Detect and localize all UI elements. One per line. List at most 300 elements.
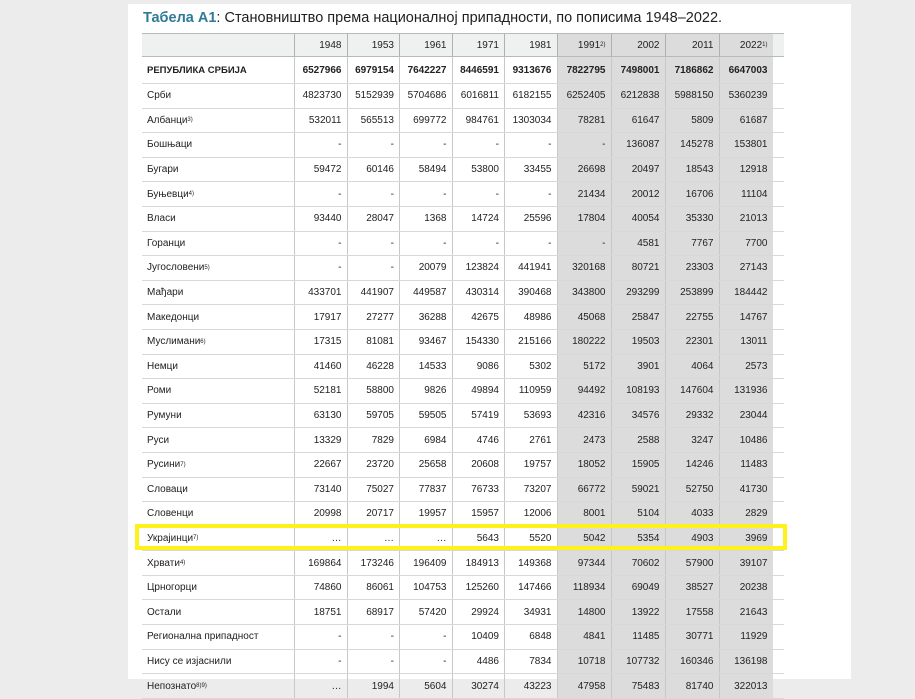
table-header-row (142, 33, 784, 57)
table-cell: 7700 (719, 232, 773, 256)
table-cell: 41460 (294, 355, 347, 379)
table-cell: 68917 (347, 600, 400, 624)
table-cell: 21643 (719, 600, 773, 624)
table-cell: 19757 (504, 453, 557, 477)
row-label: Русини 7) (147, 459, 186, 471)
table-cell: 2473 (557, 428, 611, 452)
table-cell: 15957 (452, 502, 505, 526)
table-row (142, 207, 784, 232)
row-label (142, 281, 294, 305)
row-label (142, 428, 294, 452)
table-cell: … (294, 527, 347, 551)
table-cell: 11483 (719, 453, 773, 477)
table-cell: 73140 (294, 478, 347, 502)
table-cell: 9086 (452, 355, 505, 379)
row-label (142, 478, 294, 502)
table-cell: 19957 (399, 502, 452, 526)
table-cell: 97344 (557, 551, 611, 575)
table-cell: 7186862 (665, 57, 719, 83)
row-label (142, 207, 294, 231)
table-cell: 42675 (452, 305, 505, 329)
header-year-text: 1971 (476, 39, 499, 51)
table-cell: 14800 (557, 600, 611, 624)
table-cell: 93440 (294, 207, 347, 231)
table-cell: 2588 (611, 428, 665, 452)
table-cell: 7498001 (611, 57, 665, 83)
table-cell: 14767 (719, 305, 773, 329)
table-cell: 10486 (719, 428, 773, 452)
table-row (142, 109, 784, 134)
table-cell: 78281 (557, 109, 611, 133)
table-cell: 77837 (399, 478, 452, 502)
table-cell: 253899 (665, 281, 719, 305)
table-cell: 35330 (665, 207, 719, 231)
row-label-text: Украјинци (147, 532, 194, 544)
table-cell: 6848 (504, 625, 557, 649)
table-cell: 49894 (452, 379, 505, 403)
header-year-1971 (452, 34, 505, 56)
table-cell: 147604 (665, 379, 719, 403)
table-row (142, 674, 784, 699)
table-row (142, 330, 784, 355)
table-cell: 48986 (504, 305, 557, 329)
table-cell: 12006 (504, 502, 557, 526)
table-cell: 11104 (719, 182, 773, 206)
table-cell: 34576 (611, 404, 665, 428)
row-label-text: Албанци (147, 114, 188, 126)
header-year-1991: 1991 2) (557, 34, 611, 56)
table-cell: 5520 (504, 527, 557, 551)
table-cell: 6979154 (347, 57, 400, 83)
table-cell: 441907 (347, 281, 400, 305)
table-cell: - (557, 232, 611, 256)
table-row (142, 576, 784, 601)
table-cell: 30771 (665, 625, 719, 649)
table-cell: 1303034 (504, 109, 557, 133)
table-cell: 215166 (504, 330, 557, 354)
table-cell: 53693 (504, 404, 557, 428)
table-cell: 22755 (665, 305, 719, 329)
table-cell: 57419 (452, 404, 505, 428)
table-cell: - (347, 256, 400, 280)
table-cell: 18751 (294, 600, 347, 624)
table-cell: 2829 (719, 502, 773, 526)
table-cell: 2761 (504, 428, 557, 452)
table-cell: - (347, 625, 400, 649)
table-cell: - (399, 650, 452, 674)
table-cell: 29924 (452, 600, 505, 624)
row-label (142, 158, 294, 182)
table-cell: 10718 (557, 650, 611, 674)
header-year-text: 1991 (577, 39, 601, 51)
table-cell: 34931 (504, 600, 557, 624)
row-label: Непознато 8)9) (147, 680, 207, 692)
table-cell: 70602 (611, 551, 665, 575)
row-label: Југословени 5) (147, 262, 210, 274)
header-year-text: 1953 (371, 39, 394, 51)
table-cell: 5704686 (399, 84, 452, 108)
table-cell: 21013 (719, 207, 773, 231)
row-label (142, 57, 294, 83)
row-label-text: Руси (147, 434, 170, 446)
table-cell: 42316 (557, 404, 611, 428)
table-cell: 58800 (347, 379, 400, 403)
table-cell: 6016811 (452, 84, 505, 108)
table-cell: 1368 (399, 207, 452, 231)
header-year-text: 2002 (637, 39, 660, 51)
table-cell: 94492 (557, 379, 611, 403)
header-year-1961 (399, 34, 452, 56)
table-cell: - (452, 133, 505, 157)
table-cell: 984761 (452, 109, 505, 133)
table-cell: 30274 (452, 674, 505, 698)
table-cell: 5152939 (347, 84, 400, 108)
row-label (142, 404, 294, 428)
table-cell: 25847 (611, 305, 665, 329)
table-cell: 125260 (452, 576, 505, 600)
table-title-text: : Становништво према националној припадности, по пописима 1948–2022. (216, 10, 723, 26)
table-cell: 104753 (399, 576, 452, 600)
table-cell: 565513 (347, 109, 400, 133)
row-label (142, 625, 294, 649)
table-cell: 27277 (347, 305, 400, 329)
table-cell: 7829 (347, 428, 400, 452)
table-row (142, 379, 784, 404)
table-cell: 430314 (452, 281, 505, 305)
header-year-text: 2022 (739, 39, 763, 51)
table-cell: - (504, 182, 557, 206)
table-cell: 9313676 (504, 57, 557, 83)
row-label (142, 502, 294, 526)
table-row (142, 182, 784, 207)
table-row (142, 256, 784, 281)
table-cell: 80721 (611, 256, 665, 280)
table-cell: 12918 (719, 158, 773, 182)
table-row (142, 158, 784, 183)
table-cell: 7822795 (557, 57, 611, 83)
table-cell: 160346 (665, 650, 719, 674)
table-cell: 33455 (504, 158, 557, 182)
row-label-text: Власи (147, 213, 176, 225)
table-cell: 433701 (294, 281, 347, 305)
table-cell: 36288 (399, 305, 452, 329)
table-cell: 46228 (347, 355, 400, 379)
table-cell: 4903 (665, 527, 719, 551)
table-cell: 20238 (719, 576, 773, 600)
table-cell: 53800 (452, 158, 505, 182)
table-cell: 14246 (665, 453, 719, 477)
document-page (128, 4, 851, 692)
header-year-text: 1948 (319, 39, 342, 51)
row-label-text: Македонци (147, 311, 200, 323)
row-label-text: Бошњаци (147, 139, 193, 151)
table-cell: 5809 (665, 109, 719, 133)
table-cell: - (399, 232, 452, 256)
table-cell: 180222 (557, 330, 611, 354)
row-label: Албанци 3) (147, 114, 193, 126)
table-cell: 5604 (399, 674, 452, 698)
header-year-text: 2011 (691, 39, 714, 51)
table-row (142, 502, 784, 527)
table-row (142, 478, 784, 503)
row-label-text: Горанци (147, 237, 186, 249)
table-cell: 66772 (557, 478, 611, 502)
table-row (142, 57, 784, 84)
table-cell: - (294, 182, 347, 206)
table-cell: 20608 (452, 453, 505, 477)
table-cell: 45068 (557, 305, 611, 329)
table-cell: 13011 (719, 330, 773, 354)
table-cell: 20717 (347, 502, 400, 526)
table-cell: 26698 (557, 158, 611, 182)
table-cell: - (294, 650, 347, 674)
table-row (142, 428, 784, 453)
table-cell: 52181 (294, 379, 347, 403)
table-cell: - (557, 133, 611, 157)
table-cell: 13922 (611, 600, 665, 624)
row-label (142, 84, 294, 108)
row-label-text: Румуни (147, 410, 182, 422)
table-cell: 9826 (399, 379, 452, 403)
table-cell: 27143 (719, 256, 773, 280)
row-label (142, 379, 294, 403)
table-cell: 145278 (665, 133, 719, 157)
table-cell: 390468 (504, 281, 557, 305)
table-cell: 11929 (719, 625, 773, 649)
table-cell: … (399, 527, 452, 551)
table-cell: - (452, 182, 505, 206)
header-year-1953 (347, 34, 400, 56)
table-cell: 6984 (399, 428, 452, 452)
table-cell: 22667 (294, 453, 347, 477)
table-cell: 61647 (611, 109, 665, 133)
table-cell: 136087 (611, 133, 665, 157)
table-cell: 58494 (399, 158, 452, 182)
table-cell: 5042 (557, 527, 611, 551)
row-label (142, 600, 294, 624)
table-cell: 7642227 (399, 57, 452, 83)
table-cell: 18052 (557, 453, 611, 477)
table-cell: 3901 (611, 355, 665, 379)
table-cell: 23044 (719, 404, 773, 428)
table-cell: 6527966 (294, 57, 347, 83)
table-row (142, 84, 784, 109)
table-cell: 184442 (719, 281, 773, 305)
table-cell: - (399, 133, 452, 157)
table-cell: - (504, 133, 557, 157)
table-cell: 59021 (611, 478, 665, 502)
table-cell: 14533 (399, 355, 452, 379)
row-label-text: Буњевци (147, 188, 189, 200)
table-cell: … (347, 527, 400, 551)
table-cell: - (347, 133, 400, 157)
row-label-text: Непознато (147, 680, 197, 692)
table-cell: - (347, 650, 400, 674)
table-cell: 10409 (452, 625, 505, 649)
table-cell: 4033 (665, 502, 719, 526)
table-cell: 449587 (399, 281, 452, 305)
row-label: Хрвати 4) (147, 557, 186, 569)
row-label (142, 576, 294, 600)
row-label (142, 650, 294, 674)
row-label-text: Роми (147, 385, 172, 397)
table-cell: 40054 (611, 207, 665, 231)
table-cell: 52750 (665, 478, 719, 502)
table-cell: 38527 (665, 576, 719, 600)
table-cell: 153801 (719, 133, 773, 157)
table-cell: 343800 (557, 281, 611, 305)
header-year-1948 (294, 34, 347, 56)
table-cell: 13329 (294, 428, 347, 452)
row-label-text: Срби (147, 90, 172, 102)
table-row (142, 355, 784, 380)
table-cell: - (347, 232, 400, 256)
table-cell: 17558 (665, 600, 719, 624)
table-row (142, 650, 784, 675)
table-cell: 8446591 (452, 57, 505, 83)
row-label-text: Хрвати (147, 557, 180, 569)
table-cell: 2573 (719, 355, 773, 379)
table-row (142, 600, 784, 625)
header-year-1981 (504, 34, 557, 56)
table-cell: 699772 (399, 109, 452, 133)
table-cell: 4823730 (294, 84, 347, 108)
table-cell: 184913 (452, 551, 505, 575)
table-cell: 23720 (347, 453, 400, 477)
table-cell: 75027 (347, 478, 400, 502)
row-label-text: Нису се изјаснили (147, 655, 232, 667)
table-cell: 5104 (611, 502, 665, 526)
table-cell: 25658 (399, 453, 452, 477)
table-cell: 123824 (452, 256, 505, 280)
table-cell: 20012 (611, 182, 665, 206)
table-cell: - (452, 232, 505, 256)
table-cell: 93467 (399, 330, 452, 354)
table-cell: 5302 (504, 355, 557, 379)
table-cell: 147466 (504, 576, 557, 600)
row-label: Буњевци 4) (147, 188, 194, 200)
table-cell: 25596 (504, 207, 557, 231)
row-label-text: РЕПУБЛИКА СРБИЈА (147, 64, 247, 76)
table-cell: 61687 (719, 109, 773, 133)
table-cell: - (294, 232, 347, 256)
table-cell: 17315 (294, 330, 347, 354)
table-cell: 7834 (504, 650, 557, 674)
table-row (142, 281, 784, 306)
table-cell: 6212838 (611, 84, 665, 108)
table-cell: 5988150 (665, 84, 719, 108)
table-cell: 14724 (452, 207, 505, 231)
table-cell: - (399, 625, 452, 649)
table-cell: - (399, 182, 452, 206)
table-cell: - (294, 133, 347, 157)
table-cell: 69049 (611, 576, 665, 600)
table-row (142, 527, 784, 552)
table-cell: 19503 (611, 330, 665, 354)
row-label-text: Мађари (147, 287, 184, 299)
table-cell: - (347, 182, 400, 206)
table-cell: 47958 (557, 674, 611, 698)
table-cell: 81740 (665, 674, 719, 698)
row-label: Муслимани 6) (147, 336, 206, 348)
row-label-text: Муслимани (147, 336, 201, 348)
table-cell: 6182155 (504, 84, 557, 108)
table-title (143, 10, 722, 26)
table-cell: 39107 (719, 551, 773, 575)
table-cell: 4064 (665, 355, 719, 379)
table-cell: 196409 (399, 551, 452, 575)
table-cell: 81081 (347, 330, 400, 354)
table-cell: - (504, 232, 557, 256)
row-label-text: Регионална припадност (147, 631, 259, 643)
row-label (142, 355, 294, 379)
table-cell: 293299 (611, 281, 665, 305)
table-cell: 1994 (347, 674, 400, 698)
table-cell: 74860 (294, 576, 347, 600)
table-cell: 136198 (719, 650, 773, 674)
table-cell: 57900 (665, 551, 719, 575)
row-label (142, 305, 294, 329)
table-cell: 63130 (294, 404, 347, 428)
table-cell: 5354 (611, 527, 665, 551)
header-label-cell (142, 34, 294, 56)
table-body (142, 57, 784, 699)
table-cell: 3969 (719, 527, 773, 551)
header-year-2002 (611, 34, 665, 56)
table-cell: 59472 (294, 158, 347, 182)
table-cell: - (294, 625, 347, 649)
table-cell: 110959 (504, 379, 557, 403)
table-cell: 532011 (294, 109, 347, 133)
table-cell: 29332 (665, 404, 719, 428)
row-label-text: Словаци (147, 483, 188, 495)
header-year-text: 1961 (424, 39, 447, 51)
table-cell: 15905 (611, 453, 665, 477)
table-row (142, 133, 784, 158)
table-cell: 28047 (347, 207, 400, 231)
header-year-2022: 2022 1) (719, 34, 773, 56)
table-cell: 4486 (452, 650, 505, 674)
table-cell: 107732 (611, 650, 665, 674)
table-cell: 5172 (557, 355, 611, 379)
table-cell: 75483 (611, 674, 665, 698)
table-cell: 17804 (557, 207, 611, 231)
table-cell: 3247 (665, 428, 719, 452)
row-label-text: Бугари (147, 164, 179, 176)
table-cell: 23303 (665, 256, 719, 280)
table-cell: 441941 (504, 256, 557, 280)
table-cell: 21434 (557, 182, 611, 206)
table-cell: 20998 (294, 502, 347, 526)
table-cell: … (294, 674, 347, 698)
table-cell: 131936 (719, 379, 773, 403)
header-year-2011 (665, 34, 719, 56)
row-label-text: Југословени (147, 262, 205, 274)
table-cell: 169864 (294, 551, 347, 575)
table-cell: 59505 (399, 404, 452, 428)
table-cell: 4746 (452, 428, 505, 452)
table-cell: 18543 (665, 158, 719, 182)
table-row (142, 305, 784, 330)
row-label: Украјинци 7) (147, 532, 199, 544)
table-cell: 4841 (557, 625, 611, 649)
table-row (142, 404, 784, 429)
table-cell: 6647003 (719, 57, 773, 83)
table-cell: 108193 (611, 379, 665, 403)
table-cell: 41730 (719, 478, 773, 502)
table-cell: 16706 (665, 182, 719, 206)
row-label-text: Остали (147, 606, 182, 618)
